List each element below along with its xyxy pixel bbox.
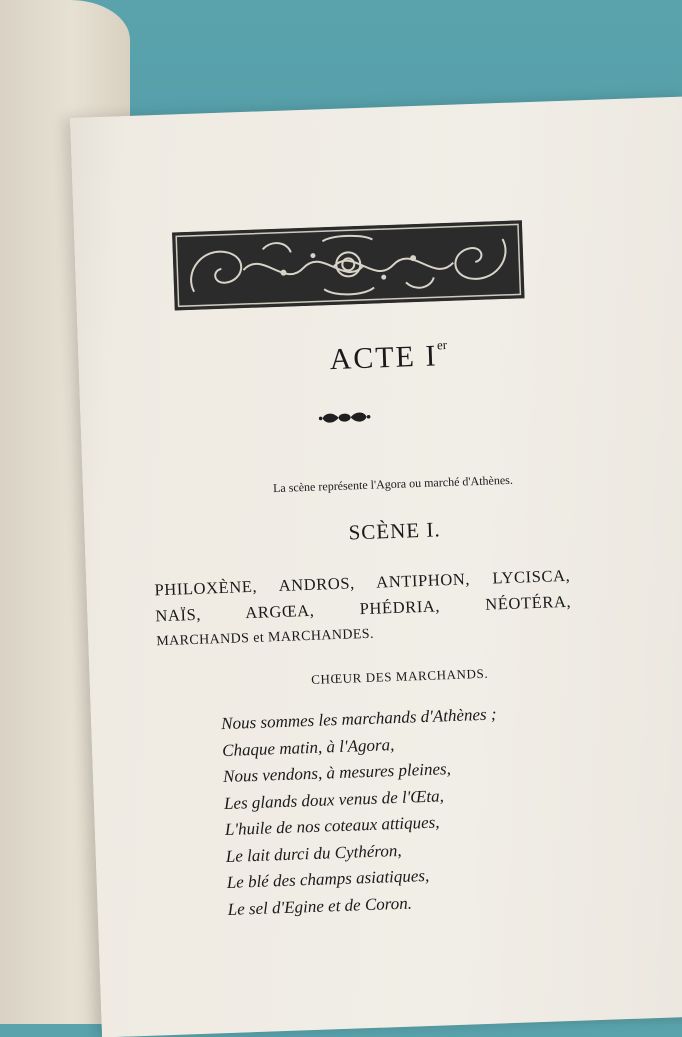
verse-block xyxy=(221,701,504,922)
scene-setting: La scène représente l'Agora ou marché d'Athènes. xyxy=(272,472,514,496)
scene-title: SCÈNE I. xyxy=(348,517,441,545)
character-list-line: PHILOXÈNE, ANDROS, ANTIPHON, LYCISCA, xyxy=(154,565,571,600)
verse-line: Les glands doux venus de l'Œta, xyxy=(223,785,445,813)
character-list-line: MARCHANDS et MARCHANDES. xyxy=(156,626,375,650)
verse-line: Le blé des champs asiatiques, xyxy=(226,865,430,892)
chorus-heading: CHŒUR DES MARCHANDS. xyxy=(310,665,489,687)
book-page xyxy=(70,96,682,1037)
verse-line: Le lait durci du Cythéron, xyxy=(225,840,402,866)
character-list-line: NAÏS, ARGŒA, PHÉDRIA, NÉOTÉRA, xyxy=(155,591,572,626)
character-list xyxy=(154,563,572,655)
verse-line: Chaque matin, à l'Agora, xyxy=(221,734,395,760)
ornamental-headpiece-icon xyxy=(172,220,525,310)
verse-line: Nous sommes les marchands d'Athènes ; xyxy=(220,704,497,734)
verse-line: L'huile de nos coteaux attiques, xyxy=(224,812,440,840)
act-title: ACTE Ier xyxy=(329,336,448,377)
fleuron-icon xyxy=(318,408,371,428)
verse-line: Nous vendons, à mesures pleines, xyxy=(222,759,452,787)
verse-line: Le sel d'Egine et de Coron. xyxy=(227,893,413,919)
